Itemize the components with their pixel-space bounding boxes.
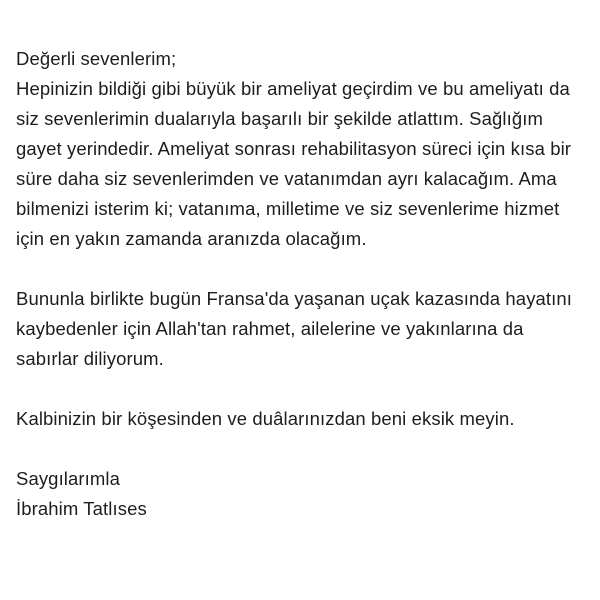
paragraph-signature: İbrahim Tatlıses	[16, 498, 147, 519]
paragraph-closing: Saygılarımla	[16, 468, 121, 489]
paragraph-body-3: Kalbinizin bir köşesinden ve duâlarınızdan beni eksik meyin.	[16, 408, 515, 429]
statement-text-block	[16, 44, 576, 524]
paragraph-salutation: Değerli sevenlerim;	[16, 48, 177, 69]
paragraph-body-2: Bununla birlikte bugün Fransa'da yaşanan uçak kazasında hayatını kaybedenler için Allah'tan rahmet, ailelerine ve yakınlarına da sabırlar diliyorum.	[16, 288, 578, 369]
paragraph-body-1: Hepinizin bildiği gibi büyük bir ameliyat geçirdim ve bu ameliyatı da siz sevenlerimin dualarıyla başarılı bir şekilde atlattım. Sağlığım gayet yerindedir. Ameliyat sonrası rehabilitasyon süreci için kısa bir süre daha siz sevenlerimden ve vatanımdan ayrı kalacağım. Ama bilmenizi isterim ki; vatanıma, milletime ve siz sevenlerime hizmet için en yakın zamanda aranızda olacağım.	[16, 78, 577, 249]
